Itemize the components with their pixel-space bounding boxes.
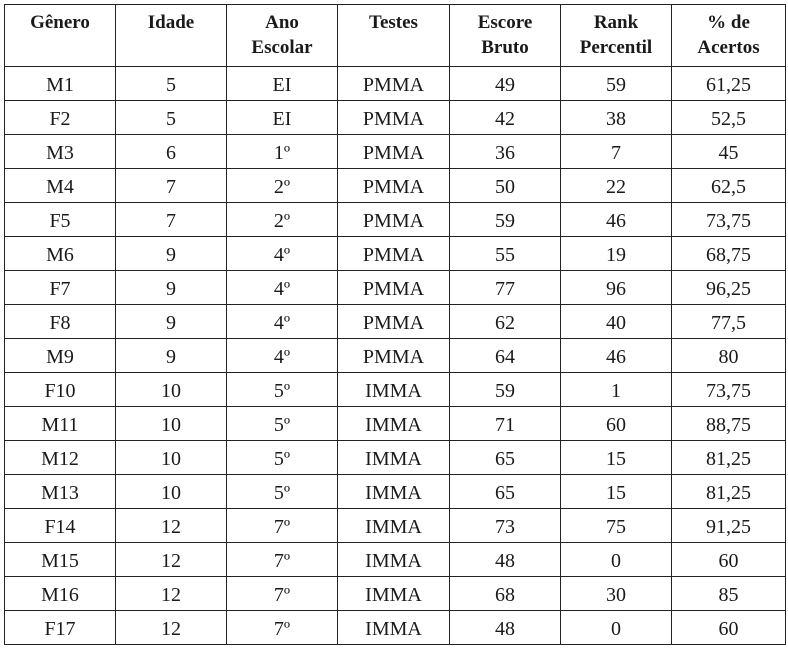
table-cell: M16 <box>5 577 116 611</box>
table-body <box>5 67 786 645</box>
table-cell: 12 <box>116 577 227 611</box>
table-cell: 22 <box>561 169 672 203</box>
table-cell: 65 <box>450 441 561 475</box>
table-cell: M15 <box>5 543 116 577</box>
table-cell: 68 <box>450 577 561 611</box>
table-cell: F5 <box>5 203 116 237</box>
table-cell: 46 <box>561 339 672 373</box>
table-cell: 9 <box>116 339 227 373</box>
table-cell: 60 <box>672 611 786 645</box>
table-cell: 59 <box>450 203 561 237</box>
table-cell: M4 <box>5 169 116 203</box>
table-cell: 7 <box>116 169 227 203</box>
table-cell: PMMA <box>338 203 450 237</box>
table-cell: 48 <box>450 611 561 645</box>
table-cell: 5 <box>116 101 227 135</box>
table-header <box>5 5 786 67</box>
table-cell: 38 <box>561 101 672 135</box>
table-cell: 40 <box>561 305 672 339</box>
table-row <box>5 577 786 611</box>
table-cell: 96,25 <box>672 271 786 305</box>
table-cell: 15 <box>561 441 672 475</box>
table-cell: 10 <box>116 373 227 407</box>
table-cell: PMMA <box>338 237 450 271</box>
table-cell: 9 <box>116 271 227 305</box>
table-cell: 7 <box>561 135 672 169</box>
column-header-testes <box>338 5 450 67</box>
column-header-line: Escolar <box>251 37 313 58</box>
table-cell: 5º <box>227 475 338 509</box>
table-cell: 46 <box>561 203 672 237</box>
table-cell: 7º <box>227 577 338 611</box>
table-cell: 49 <box>450 67 561 101</box>
table-cell: 73,75 <box>672 373 786 407</box>
table-cell: PMMA <box>338 135 450 169</box>
column-header-escore-bruto <box>450 5 561 67</box>
table-row <box>5 543 786 577</box>
table-cell: M13 <box>5 475 116 509</box>
table-cell: 7º <box>227 611 338 645</box>
table-cell: 2º <box>227 169 338 203</box>
table-row <box>5 441 786 475</box>
table-cell: PMMA <box>338 305 450 339</box>
table-cell: F17 <box>5 611 116 645</box>
column-header-line: Bruto <box>481 37 529 58</box>
table-cell: 10 <box>116 475 227 509</box>
table-cell: 81,25 <box>672 441 786 475</box>
table-cell: 7 <box>116 203 227 237</box>
table-cell: PMMA <box>338 339 450 373</box>
table-cell: 96 <box>561 271 672 305</box>
table-cell: M9 <box>5 339 116 373</box>
table-cell: F10 <box>5 373 116 407</box>
table-cell: 9 <box>116 237 227 271</box>
table-cell: 59 <box>450 373 561 407</box>
table-cell: 4º <box>227 305 338 339</box>
table-cell: M3 <box>5 135 116 169</box>
table-cell: F14 <box>5 509 116 543</box>
table-cell: 7º <box>227 509 338 543</box>
table-cell: 4º <box>227 339 338 373</box>
column-header-line: Idade <box>147 12 195 33</box>
table-cell: 36 <box>450 135 561 169</box>
table-cell: 64 <box>450 339 561 373</box>
table-cell: IMMA <box>338 543 450 577</box>
table-cell: 71 <box>450 407 561 441</box>
table-cell: F2 <box>5 101 116 135</box>
table-cell: 19 <box>561 237 672 271</box>
table-cell: EI <box>227 101 338 135</box>
table-cell: IMMA <box>338 509 450 543</box>
table-cell: 12 <box>116 611 227 645</box>
column-header-line: Gênero <box>30 12 90 33</box>
table-cell: M6 <box>5 237 116 271</box>
table-cell: 55 <box>450 237 561 271</box>
table-cell: 75 <box>561 509 672 543</box>
column-header-genero <box>5 5 116 67</box>
column-header-line: Ano <box>265 12 299 33</box>
column-header-line: Testes <box>369 12 418 33</box>
table-cell: 59 <box>561 67 672 101</box>
table-cell: 9 <box>116 305 227 339</box>
table-row <box>5 67 786 101</box>
table-cell: F8 <box>5 305 116 339</box>
table-cell: IMMA <box>338 441 450 475</box>
table-cell: M11 <box>5 407 116 441</box>
table-cell: 1º <box>227 135 338 169</box>
table-cell: 60 <box>672 543 786 577</box>
column-header-rank-percentil <box>561 5 672 67</box>
table-cell: PMMA <box>338 67 450 101</box>
table-cell: EI <box>227 67 338 101</box>
table-cell: IMMA <box>338 373 450 407</box>
table-row <box>5 305 786 339</box>
table-row <box>5 339 786 373</box>
table-cell: 30 <box>561 577 672 611</box>
table-row <box>5 271 786 305</box>
table-cell: 5 <box>116 67 227 101</box>
table-cell: 50 <box>450 169 561 203</box>
table-cell: 7º <box>227 543 338 577</box>
table-cell: PMMA <box>338 101 450 135</box>
table-row <box>5 101 786 135</box>
table-cell: 1 <box>561 373 672 407</box>
table-cell: 73,75 <box>672 203 786 237</box>
column-header-ano-escolar <box>227 5 338 67</box>
table-cell: IMMA <box>338 407 450 441</box>
table-cell: 91,25 <box>672 509 786 543</box>
table-cell: F7 <box>5 271 116 305</box>
table-row <box>5 475 786 509</box>
table-cell: 12 <box>116 543 227 577</box>
data-table-container <box>4 4 786 645</box>
table-row <box>5 169 786 203</box>
table-cell: M1 <box>5 67 116 101</box>
header-row <box>5 5 786 67</box>
column-header-line: Escore <box>477 12 533 33</box>
table-cell: M12 <box>5 441 116 475</box>
table-cell: 68,75 <box>672 237 786 271</box>
table-cell: 5º <box>227 441 338 475</box>
column-header-line: Percentil <box>579 37 653 58</box>
table-cell: 10 <box>116 441 227 475</box>
table-cell: 52,5 <box>672 101 786 135</box>
table-cell: PMMA <box>338 271 450 305</box>
table-cell: 60 <box>561 407 672 441</box>
table-row <box>5 203 786 237</box>
table-row <box>5 509 786 543</box>
table-cell: 61,25 <box>672 67 786 101</box>
table-cell: 81,25 <box>672 475 786 509</box>
column-header-line: Acertos <box>697 37 760 58</box>
table-cell: 62,5 <box>672 169 786 203</box>
table-row <box>5 611 786 645</box>
table-cell: 62 <box>450 305 561 339</box>
table-cell: 10 <box>116 407 227 441</box>
table-cell: 77 <box>450 271 561 305</box>
table-cell: 15 <box>561 475 672 509</box>
table-cell: 42 <box>450 101 561 135</box>
table-cell: 0 <box>561 611 672 645</box>
table-cell: 77,5 <box>672 305 786 339</box>
table-cell: 2º <box>227 203 338 237</box>
column-header-idade <box>116 5 227 67</box>
table-cell: 4º <box>227 271 338 305</box>
table-cell: 6 <box>116 135 227 169</box>
table-cell: 5º <box>227 373 338 407</box>
results-table <box>4 4 786 645</box>
table-cell: 0 <box>561 543 672 577</box>
column-header-line: Rank <box>593 12 639 33</box>
table-cell: IMMA <box>338 611 450 645</box>
table-cell: 65 <box>450 475 561 509</box>
table-cell: 4º <box>227 237 338 271</box>
column-header-line: % de <box>707 12 750 33</box>
table-row <box>5 407 786 441</box>
table-row <box>5 135 786 169</box>
table-cell: 5º <box>227 407 338 441</box>
table-cell: IMMA <box>338 475 450 509</box>
table-row <box>5 373 786 407</box>
table-cell: 85 <box>672 577 786 611</box>
table-cell: 80 <box>672 339 786 373</box>
table-cell: 48 <box>450 543 561 577</box>
table-cell: 73 <box>450 509 561 543</box>
table-row <box>5 237 786 271</box>
table-cell: 12 <box>116 509 227 543</box>
table-cell: 45 <box>672 135 786 169</box>
table-cell: PMMA <box>338 169 450 203</box>
table-cell: 88,75 <box>672 407 786 441</box>
column-header-percent-acertos <box>672 5 786 67</box>
table-cell: IMMA <box>338 577 450 611</box>
